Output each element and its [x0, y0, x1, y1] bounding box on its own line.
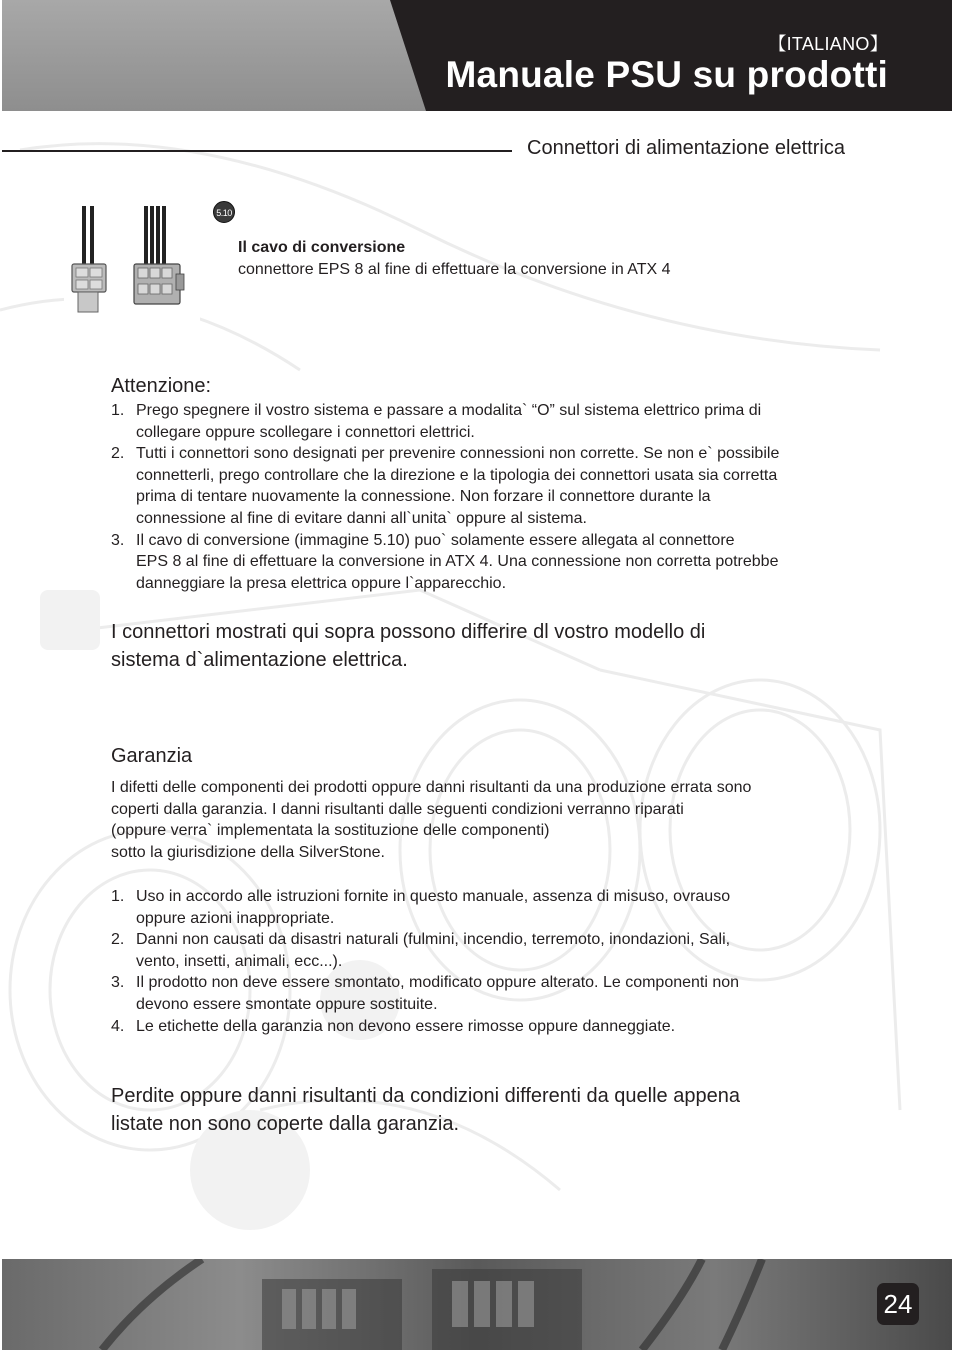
list-item: 3. Il prodotto non deve essere smontato, modificato oppure alterato. Le componenti non devono essere smontate oppure sostituite.	[111, 974, 740, 1013]
page-footer	[2, 1259, 952, 1350]
list-item: 1. Uso in accordo alle istruzioni fornite in questo manuale, assenza di misuso, ovrauso oppure azioni inappropriate.	[111, 888, 731, 927]
attention-heading: Attenzione:	[111, 375, 212, 397]
footer-photo	[2, 1259, 952, 1350]
figure-badge: 5.10	[213, 201, 235, 223]
page-number: 24	[877, 1283, 919, 1325]
cable-description: connettore EPS 8 al fine di effettuare la conversione in ATX 4	[238, 261, 671, 278]
list-item: 2. Danni non causati da disastri naturali (fulmini, incendio, terremoto, inondazioni, Sali, vento, insetti, animali, ecc...).	[111, 931, 731, 970]
language-label: 【ITALIANO】	[768, 34, 888, 54]
list-item: 2. Tutti i connettori sono designati per prevenire connessioni non corrette. Se non e` possibile connetterli, prego controllare che la direzione e la tipologia dei connettori usata sia corretta prima di tentare nuovamente la connessione. Non forzare il connettore durante la connessione al fine di evitare danni all`unita` oppure al sistema.	[111, 445, 780, 527]
page-header	[0, 0, 954, 111]
list-item: 1. Prego spegnere il vostro sistema e passare a modalita` “O” sul sistema elettrico prima di collegare oppure scollegare i connettori elettrici.	[111, 402, 762, 441]
warranty-closing: Perdite oppure danni risultanti da condizioni differenti da quelle appena listate non sono coperte dalla garanzia.	[111, 1085, 740, 1135]
list-item: 4. Le etichette della garanzia non devono essere rimosse oppure danneggiate.	[111, 1017, 676, 1035]
conversion-cable-image	[64, 194, 200, 322]
list-item: 3. Il cavo di conversione (immagine 5.10) puo` solamente essere allegata al connettore EPS 8 al fine di effettuare la conversione in ATX 4. Una connessione non corretta potrebbe danneggiare la presa elettrica oppure l`apparecchio.	[111, 531, 779, 592]
warranty-heading: Garanzia	[111, 745, 193, 767]
warranty-intro: I difetti delle componenti dei prodotti oppure danni risultanti da una produzione errata sono coperti dalla garanzia. I danni risultanti dalle seguenti condizioni verranno riparati (oppure verra` implementata la sostituzione delle componenti) sotto la giurisdizione della SilverStone.	[111, 779, 752, 861]
warranty-list	[111, 886, 871, 1037]
section-rule	[2, 150, 512, 152]
attention-list	[111, 400, 891, 594]
connector-notice: I connettori mostrati qui sopra possono differire dl vostro modello di sistema d`alimentazione elettrica.	[111, 621, 706, 671]
cable-title: Il cavo di conversione	[238, 239, 406, 256]
page-title: Manuale PSU su prodotti	[445, 54, 888, 95]
section-title: Connettori di alimentazione elettrica	[527, 137, 845, 159]
header-gray-panel	[2, 0, 442, 111]
